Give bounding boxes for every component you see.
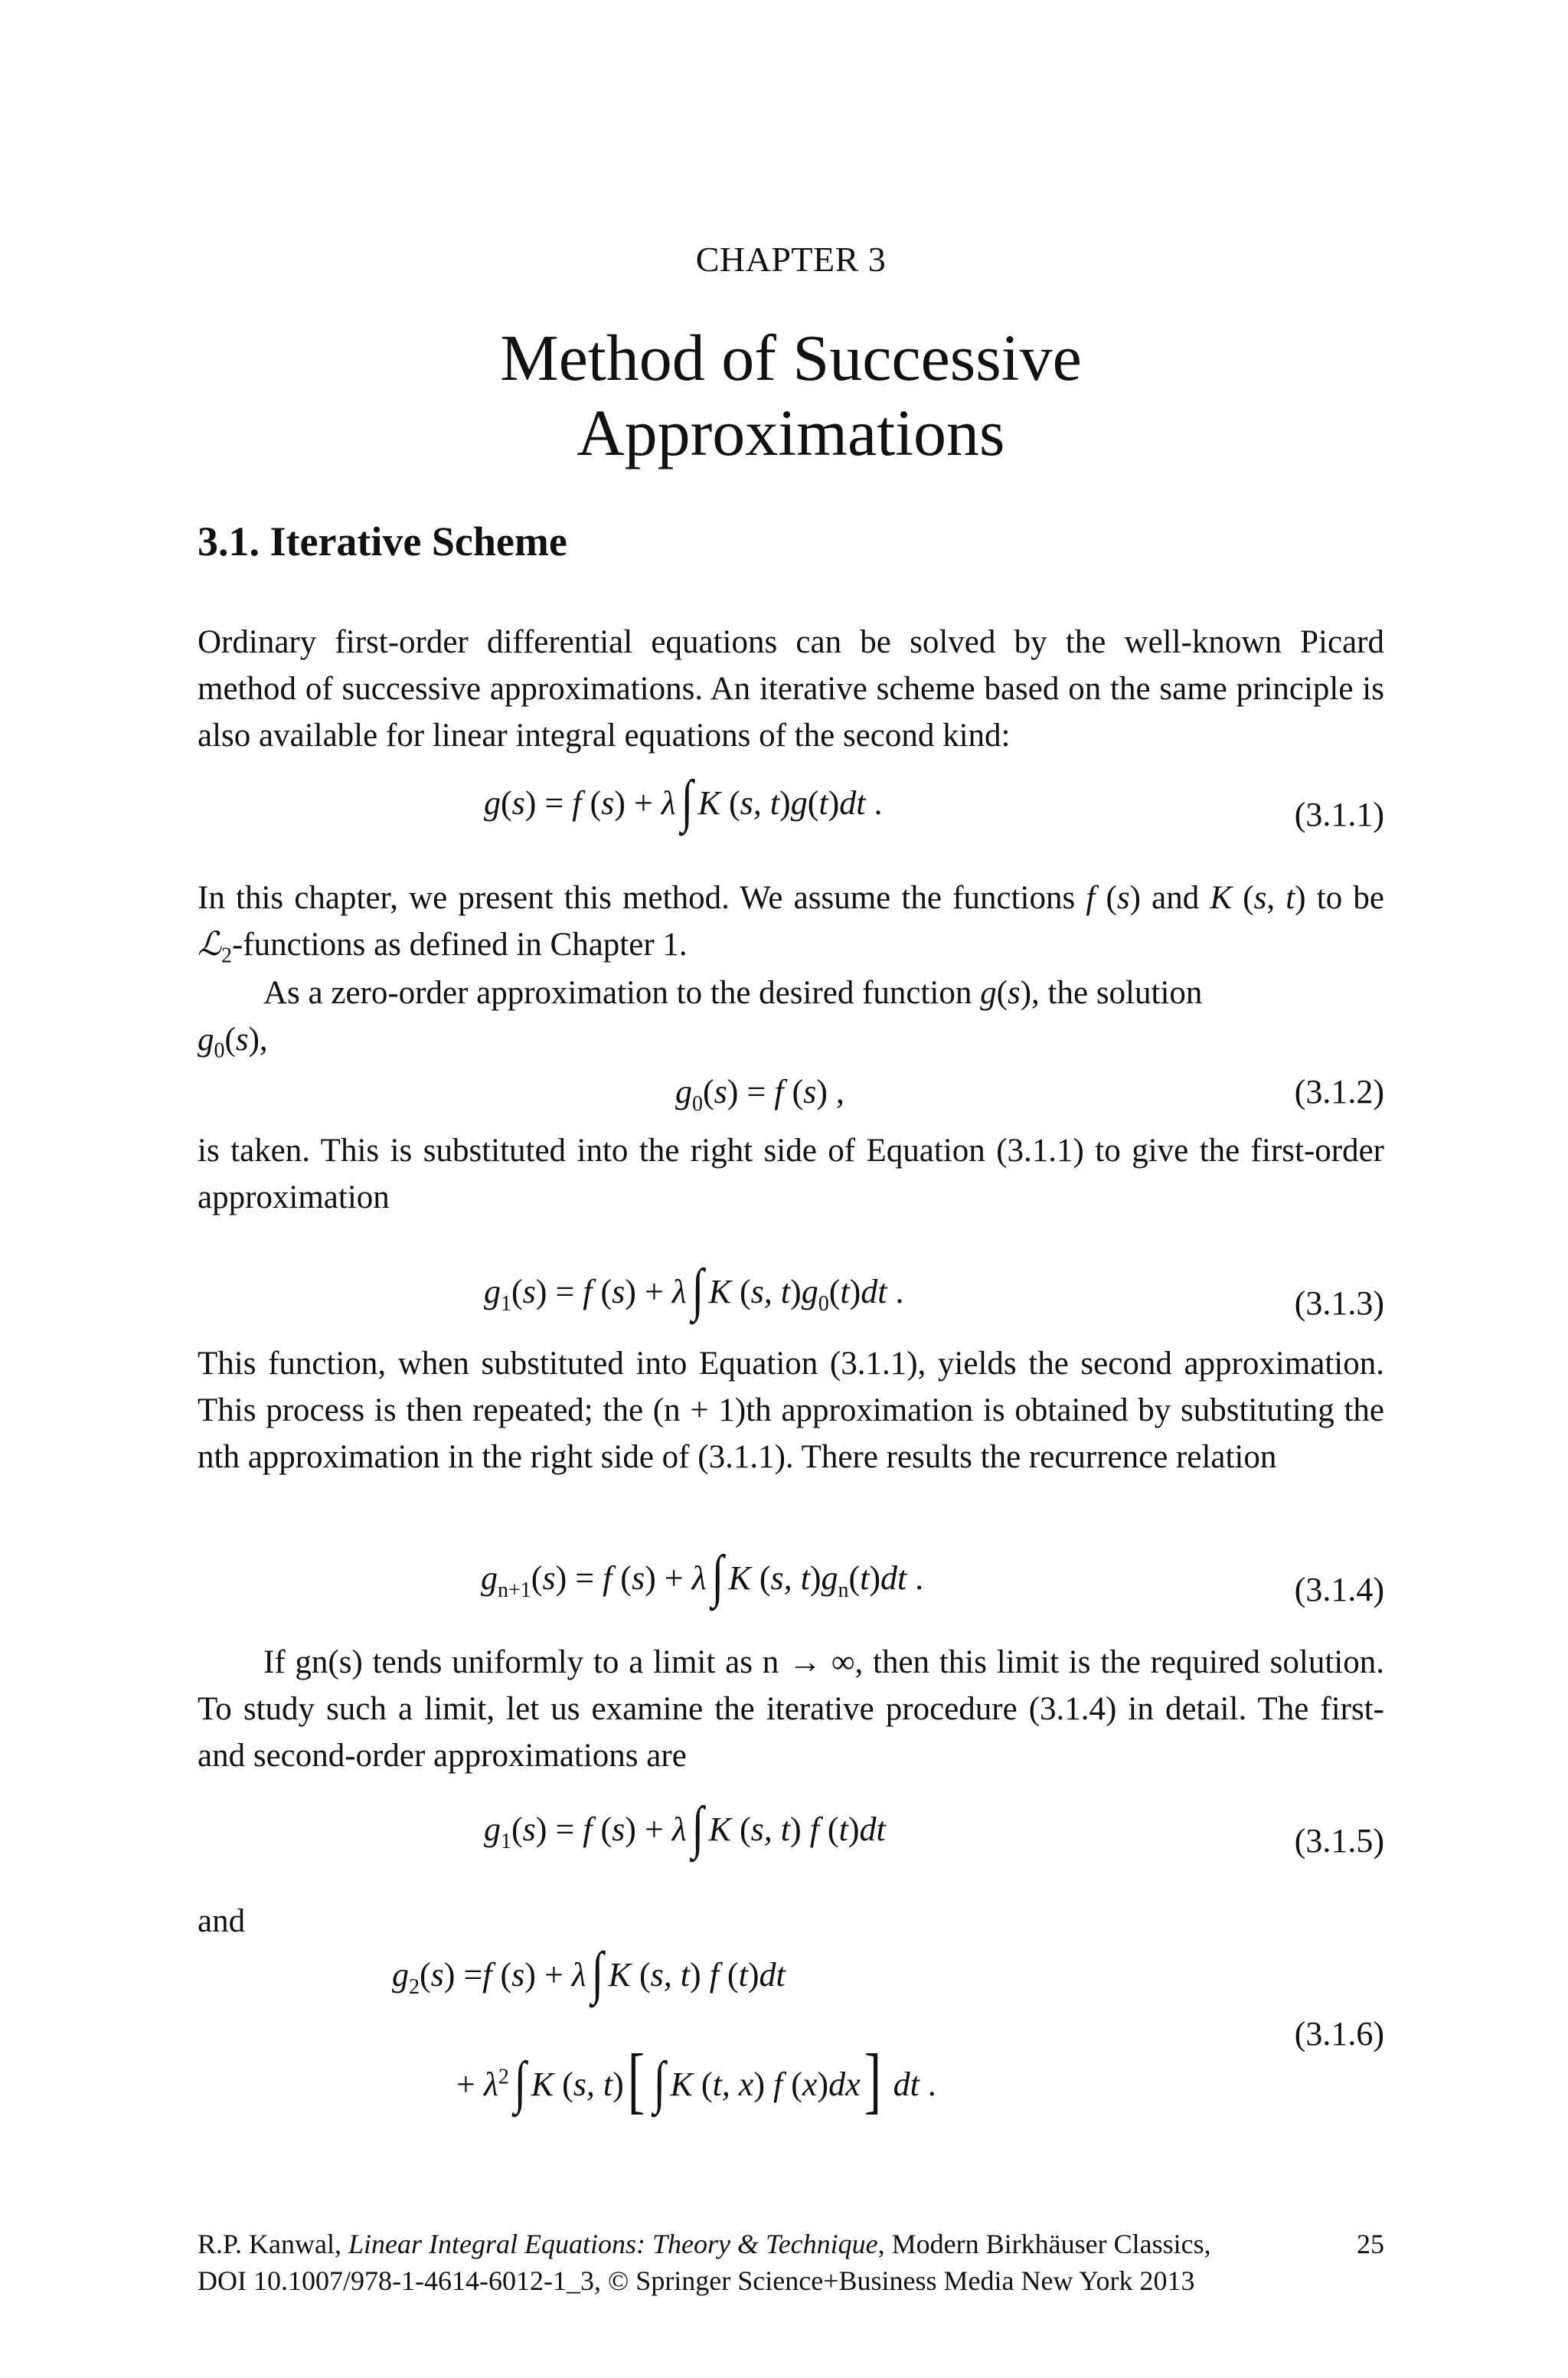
equation-number: (3.1.6) (1294, 2015, 1384, 2053)
text-span: and (1140, 880, 1210, 916)
chapter-label: CHAPTER 3 (695, 240, 887, 279)
equation-number: (3.1.4) (1294, 1571, 1384, 1608)
equation-number: (3.1.1) (1294, 796, 1384, 833)
equation-3-1-4 (198, 1541, 1384, 1625)
book-title: Linear Integral Equations: Theory & Technique (348, 2229, 878, 2259)
paragraph-substitution: is taken. This is substituted into the right side of Equation (3.1.1) to give the first-order approximation (198, 1133, 1384, 1215)
equation-body: $g_1(s) = f$ (s) + λ∫ K (s, t) f (t)dt (484, 1795, 886, 1860)
equation-3-1-5 (198, 1792, 1384, 1876)
chapter-title (198, 320, 1384, 470)
equation-body-line1: $g_2(s) =f$ (s) + λ∫ K (s, t) f (t)dt (392, 1941, 786, 2005)
text-span: , (259, 1022, 268, 1058)
equation-3-1-2 (198, 1072, 1384, 1118)
chapter-title-line2: Approximations (577, 396, 1005, 469)
chapter-title-line1: Method of Successive (500, 321, 1082, 394)
equation-body: $g_0(s) = f$ (s) , (675, 1073, 844, 1116)
paragraph-assumptions: In this chapter, we present this method. We assume the functions f (s) and K (s, t) to be ℒ$_2$-functions as defined in Chapter 1. (198, 880, 1384, 968)
book-page (198, 0, 1384, 2378)
equation-number: (3.1.5) (1294, 1822, 1384, 1860)
text-span: to be (1305, 880, 1384, 916)
paragraph-zero-order: As a zero-order approximation to the desired function g(s), the solution $g_0(s)$, (198, 975, 1203, 1063)
equation-body: g(s) = f (s) + λ∫ K (s, t)g(t)dt . (484, 769, 883, 833)
footer-line1 (198, 2226, 1384, 2262)
text-span: , the solution (1031, 975, 1203, 1011)
text-span: As a zero-order approximation to the desired function (263, 975, 981, 1011)
text-span: R.P. Kanwal, (198, 2229, 348, 2259)
text-span: -functions as defined in Chapter 1. (231, 927, 688, 963)
equation-3-1-6 (198, 1938, 1384, 2129)
footer-line2: DOI 10.1007/978-1-4614-6012-1_3, © Springer Science+Business Media New York 2013 (198, 2265, 1195, 2296)
footer-citation (198, 2226, 1384, 2299)
paragraph-and: and (198, 1903, 246, 1939)
equation-3-1-3 (198, 1254, 1384, 1339)
text-span: In this chapter, we present this method. We assume the functions (198, 880, 1086, 916)
equation-3-1-1 (198, 766, 1384, 850)
equation-body: $g_{n+1}(s) = f$ (s) + λ∫ K (s, $t)g_n(t)dt$ . (481, 1544, 924, 1608)
equation-number: (3.1.2) (1294, 1073, 1384, 1110)
page-number: 25 (1357, 2229, 1384, 2259)
text-span: , Modern Birkhäuser Classics, (877, 2229, 1211, 2259)
paragraph-iteration: This function, when substituted into Equation (3.1.1), yields the second approximation. This process is then repeated; the (n + 1)th approximation is obtained by substituting the nth approximation in the right side of (3.1.1). There results the recurrence relation (198, 1346, 1384, 1475)
equation-number: (3.1.3) (1294, 1284, 1384, 1322)
paragraph-intro: Ordinary first-order differential equations can be solved by the well-known Picard method of successive approximations. An iterative scheme based on the same principle is also available for linear integral equations of the second kind: (198, 624, 1384, 754)
paragraph-limit: If gn(s) tends uniformly to a limit as n → ∞, then this limit is the required solution. To study such a limit, let us examine the iterative procedure (3.1.4) in detail. The first- and second-order approximations are (198, 1644, 1384, 1774)
section-heading: 3.1. Iterative Scheme (198, 518, 567, 564)
equation-body-line2: + $\lambda^2\int$ K (s, t)[ ∫ K (t, x) f (x)dx] dt . (456, 2039, 936, 2121)
equation-body: $g_1(s) = f$ (s) + λ∫ K (s, $t)g_0(t)dt$ . (484, 1258, 904, 1322)
